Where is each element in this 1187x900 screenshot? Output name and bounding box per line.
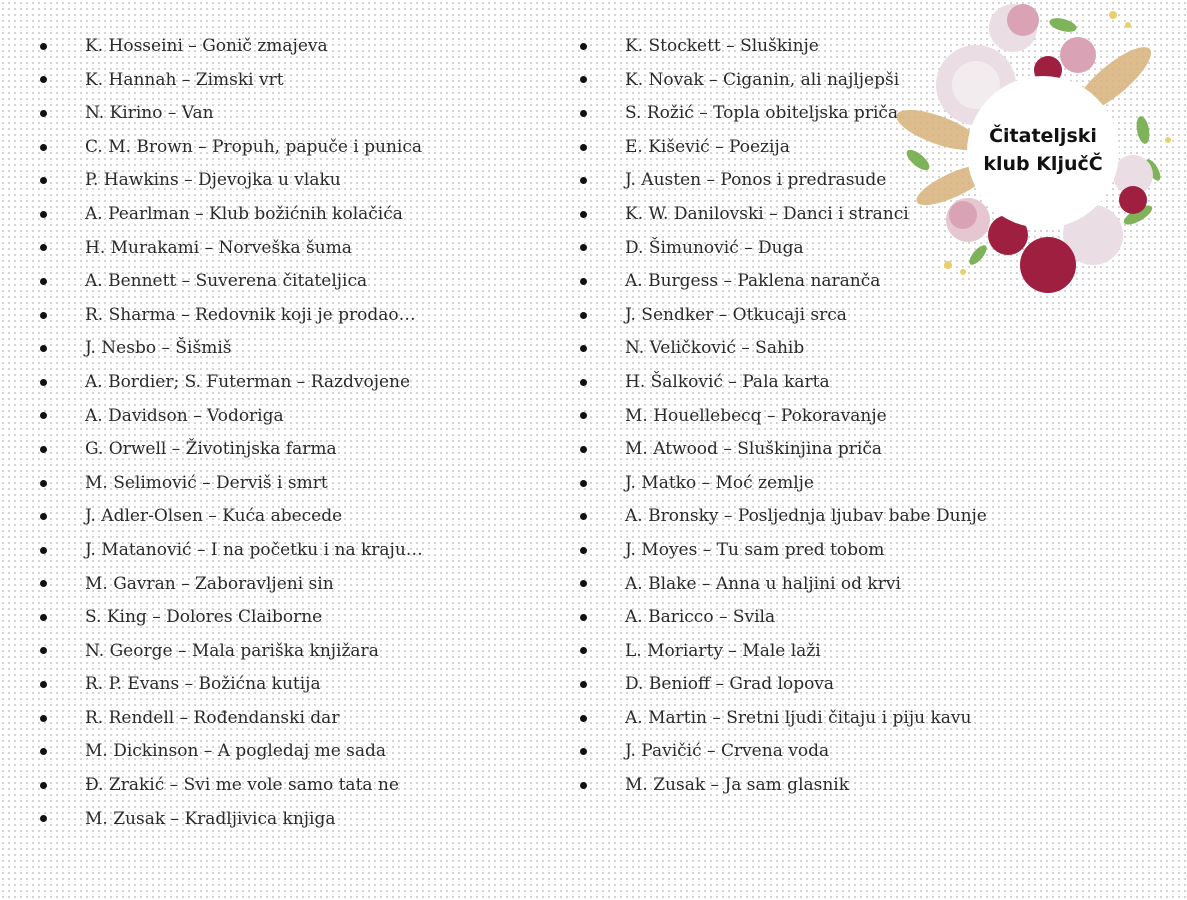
- bullet-icon: [580, 312, 587, 319]
- book-list-item: [578, 467, 987, 501]
- bullet-icon: [580, 614, 587, 621]
- book-list-item: [38, 131, 423, 165]
- book-entry-text: D. Benioff – Grad lopova: [625, 674, 835, 695]
- bullet-icon: [40, 681, 47, 688]
- book-entry-text: A. Bennett – Suverena čitateljica: [85, 271, 368, 292]
- book-entry-text: M. Zusak – Kradljivica knjiga: [85, 808, 336, 829]
- bullet-icon: [40, 513, 47, 520]
- book-entry-text: M. Houellebecq – Pokoravanje: [625, 405, 887, 426]
- book-entry-text: J. Matanović – I na početku i na kraju…: [85, 539, 423, 560]
- book-entry-text: K. W. Danilovski – Danci i stranci: [625, 203, 909, 224]
- bullet-icon: [40, 547, 47, 554]
- bullet-icon: [40, 647, 47, 654]
- book-list-item: [38, 467, 423, 501]
- bullet-icon: [40, 110, 47, 117]
- bullet-icon: [40, 211, 47, 218]
- bullet-icon: [580, 513, 587, 520]
- book-list-item: [38, 232, 423, 266]
- book-entry-text: K. Hosseini – Gonič zmajeva: [85, 36, 328, 56]
- book-list-item: [578, 500, 987, 534]
- book-entry-text: H. Šalković – Pala karta: [625, 371, 830, 392]
- book-list-item: [38, 97, 423, 131]
- book-list-item: [578, 668, 987, 702]
- bullet-icon: [580, 76, 587, 83]
- book-entry-text: A. Blake – Anna u haljini od krvi: [625, 573, 901, 594]
- book-entry-text: N. Kirino – Van: [85, 103, 214, 124]
- bullet-icon: [580, 412, 587, 419]
- book-list-item: [578, 366, 987, 400]
- book-list-item: [578, 332, 987, 366]
- book-list-item: [38, 265, 423, 299]
- book-entry-text: Đ. Zrakić – Svi me vole samo tata ne: [85, 775, 399, 796]
- book-entry-text: J. Matko – Moć zemlje: [625, 472, 814, 493]
- book-entry-text: R. Sharma – Redovnik koji je prodao…: [85, 304, 416, 325]
- book-entry-text: N. George – Mala pariška knjižara: [85, 640, 379, 661]
- book-list-item: [578, 568, 987, 602]
- book-entry-text: H. Murakami – Norveška šuma: [85, 237, 352, 258]
- book-list-item: [578, 635, 987, 669]
- bullet-icon: [40, 177, 47, 184]
- bullet-icon: [40, 815, 47, 822]
- book-entry-text: S. Rožić – Topla obiteljska priča: [625, 103, 899, 124]
- book-entry-text: G. Orwell – Životinjska farma: [85, 439, 337, 460]
- book-entry-text: R. P. Evans – Božićna kutija: [85, 674, 321, 695]
- book-list-item: [38, 366, 423, 400]
- book-list-item: [38, 400, 423, 434]
- bullet-icon: [580, 446, 587, 453]
- bullet-icon: [580, 748, 587, 755]
- book-club-title-line2: klub KljučČ: [983, 153, 1103, 175]
- book-list-item: [578, 702, 987, 736]
- book-list-item: [578, 400, 987, 434]
- book-entry-text: A. Pearlman – Klub božićnih kolačića: [85, 203, 403, 224]
- book-list-item: [38, 433, 423, 467]
- book-list-item: [38, 332, 423, 366]
- book-list-item: [38, 601, 423, 635]
- bullet-icon: [40, 748, 47, 755]
- book-entry-text: J. Adler-Olsen – Kuća abecede: [85, 506, 343, 527]
- bullet-icon: [580, 480, 587, 487]
- book-entry-text: J. Sendker – Otkucaji srca: [625, 304, 847, 325]
- book-list-item: [578, 769, 987, 803]
- book-entry-text: L. Moriarty – Male laži: [625, 640, 821, 661]
- bullet-icon: [40, 782, 47, 789]
- book-entry-text: K. Hannah – Zimski vrt: [85, 69, 284, 90]
- book-entry-text: M. Selimović – Derviš i smrt: [85, 472, 328, 493]
- book-entry-text: K. Stockett – Sluškinje: [625, 36, 819, 56]
- book-entry-text: A. Davidson – Vodoriga: [85, 405, 284, 426]
- book-entry-text: J. Nesbo – Šišmiš: [85, 338, 232, 359]
- bullet-icon: [40, 76, 47, 83]
- bullet-icon: [580, 647, 587, 654]
- bullet-icon: [580, 345, 587, 352]
- bullet-icon: [580, 715, 587, 722]
- book-entry-text: M. Gavran – Zaboravljeni sin: [85, 573, 334, 594]
- book-list-item: [578, 735, 987, 769]
- bullet-icon: [40, 312, 47, 319]
- book-list-item: [578, 433, 987, 467]
- book-list-item: [38, 534, 423, 568]
- book-list-item: [38, 164, 423, 198]
- bullet-icon: [40, 379, 47, 386]
- book-list-item: [38, 735, 423, 769]
- book-list-item: [38, 769, 423, 803]
- book-entry-text: A. Baricco – Svila: [625, 607, 776, 628]
- left-book-list: [38, 30, 423, 836]
- bullet-icon: [40, 580, 47, 587]
- book-entry-text: A. Burgess – Paklena naranča: [625, 271, 881, 292]
- book-entry-text: A. Bronsky – Posljednja ljubav babe Dunje: [625, 506, 987, 527]
- book-club-title: [968, 122, 1118, 178]
- book-entry-text: J. Pavičić – Crvena voda: [625, 741, 830, 762]
- bullet-icon: [580, 580, 587, 587]
- bullet-icon: [580, 379, 587, 386]
- book-entry-text: C. M. Brown – Propuh, papuče i punica: [85, 136, 423, 157]
- bullet-icon: [40, 144, 47, 151]
- book-entry-text: S. King – Dolores Claiborne: [85, 607, 323, 628]
- bullet-icon: [580, 681, 587, 688]
- book-entry-text: J. Moyes – Tu sam pred tobom: [625, 539, 885, 560]
- book-entry-text: A. Martin – Sretni ljudi čitaju i piju kavu: [625, 707, 972, 728]
- book-entry-text: R. Rendell – Rođendanski dar: [85, 707, 340, 728]
- book-list-item: [38, 30, 423, 64]
- book-entry-text: K. Novak – Ciganin, ali najljepši: [625, 69, 900, 90]
- bullet-icon: [40, 480, 47, 487]
- book-entry-text: A. Bordier; S. Futerman – Razdvojene: [85, 371, 411, 392]
- book-entry-text: J. Austen – Ponos i predrasude: [625, 170, 887, 191]
- bullet-icon: [580, 110, 587, 117]
- bullet-icon: [580, 782, 587, 789]
- bullet-icon: [40, 244, 47, 251]
- book-list-item: [578, 534, 987, 568]
- book-list-item: [38, 198, 423, 232]
- bullet-icon: [40, 412, 47, 419]
- bullet-icon: [580, 144, 587, 151]
- book-list-item: [38, 299, 423, 333]
- book-entry-text: M. Dickinson – A pogledaj me sada: [85, 741, 387, 762]
- bullet-icon: [580, 278, 587, 285]
- bullet-icon: [580, 177, 587, 184]
- bullet-icon: [40, 278, 47, 285]
- bullet-icon: [580, 211, 587, 218]
- bullet-icon: [580, 547, 587, 554]
- book-entry-text: M. Zusak – Ja sam glasnik: [625, 775, 850, 796]
- bullet-icon: [40, 345, 47, 352]
- book-list-item: [38, 702, 423, 736]
- book-list-item: [38, 635, 423, 669]
- book-entry-text: N. Veličković – Sahib: [625, 338, 805, 359]
- bullet-icon: [40, 43, 47, 50]
- bullet-icon: [40, 715, 47, 722]
- book-list-item: [38, 64, 423, 98]
- book-entry-text: E. Kišević – Poezija: [625, 136, 790, 157]
- book-list-item: [578, 601, 987, 635]
- book-list-item: [38, 500, 423, 534]
- bullet-icon: [580, 43, 587, 50]
- bullet-icon: [40, 446, 47, 453]
- book-list-item: [578, 299, 987, 333]
- book-entry-text: P. Hawkins – Djevojka u vlaku: [85, 170, 341, 191]
- bullet-icon: [40, 614, 47, 621]
- book-list-item: [38, 668, 423, 702]
- book-list-item: [38, 803, 423, 837]
- book-entry-text: D. Šimunović – Duga: [625, 237, 804, 258]
- book-list-item: [38, 568, 423, 602]
- bullet-icon: [580, 244, 587, 251]
- book-club-title-line1: Čitateljski: [989, 125, 1097, 147]
- book-entry-text: M. Atwood – Sluškinjina priča: [625, 439, 882, 460]
